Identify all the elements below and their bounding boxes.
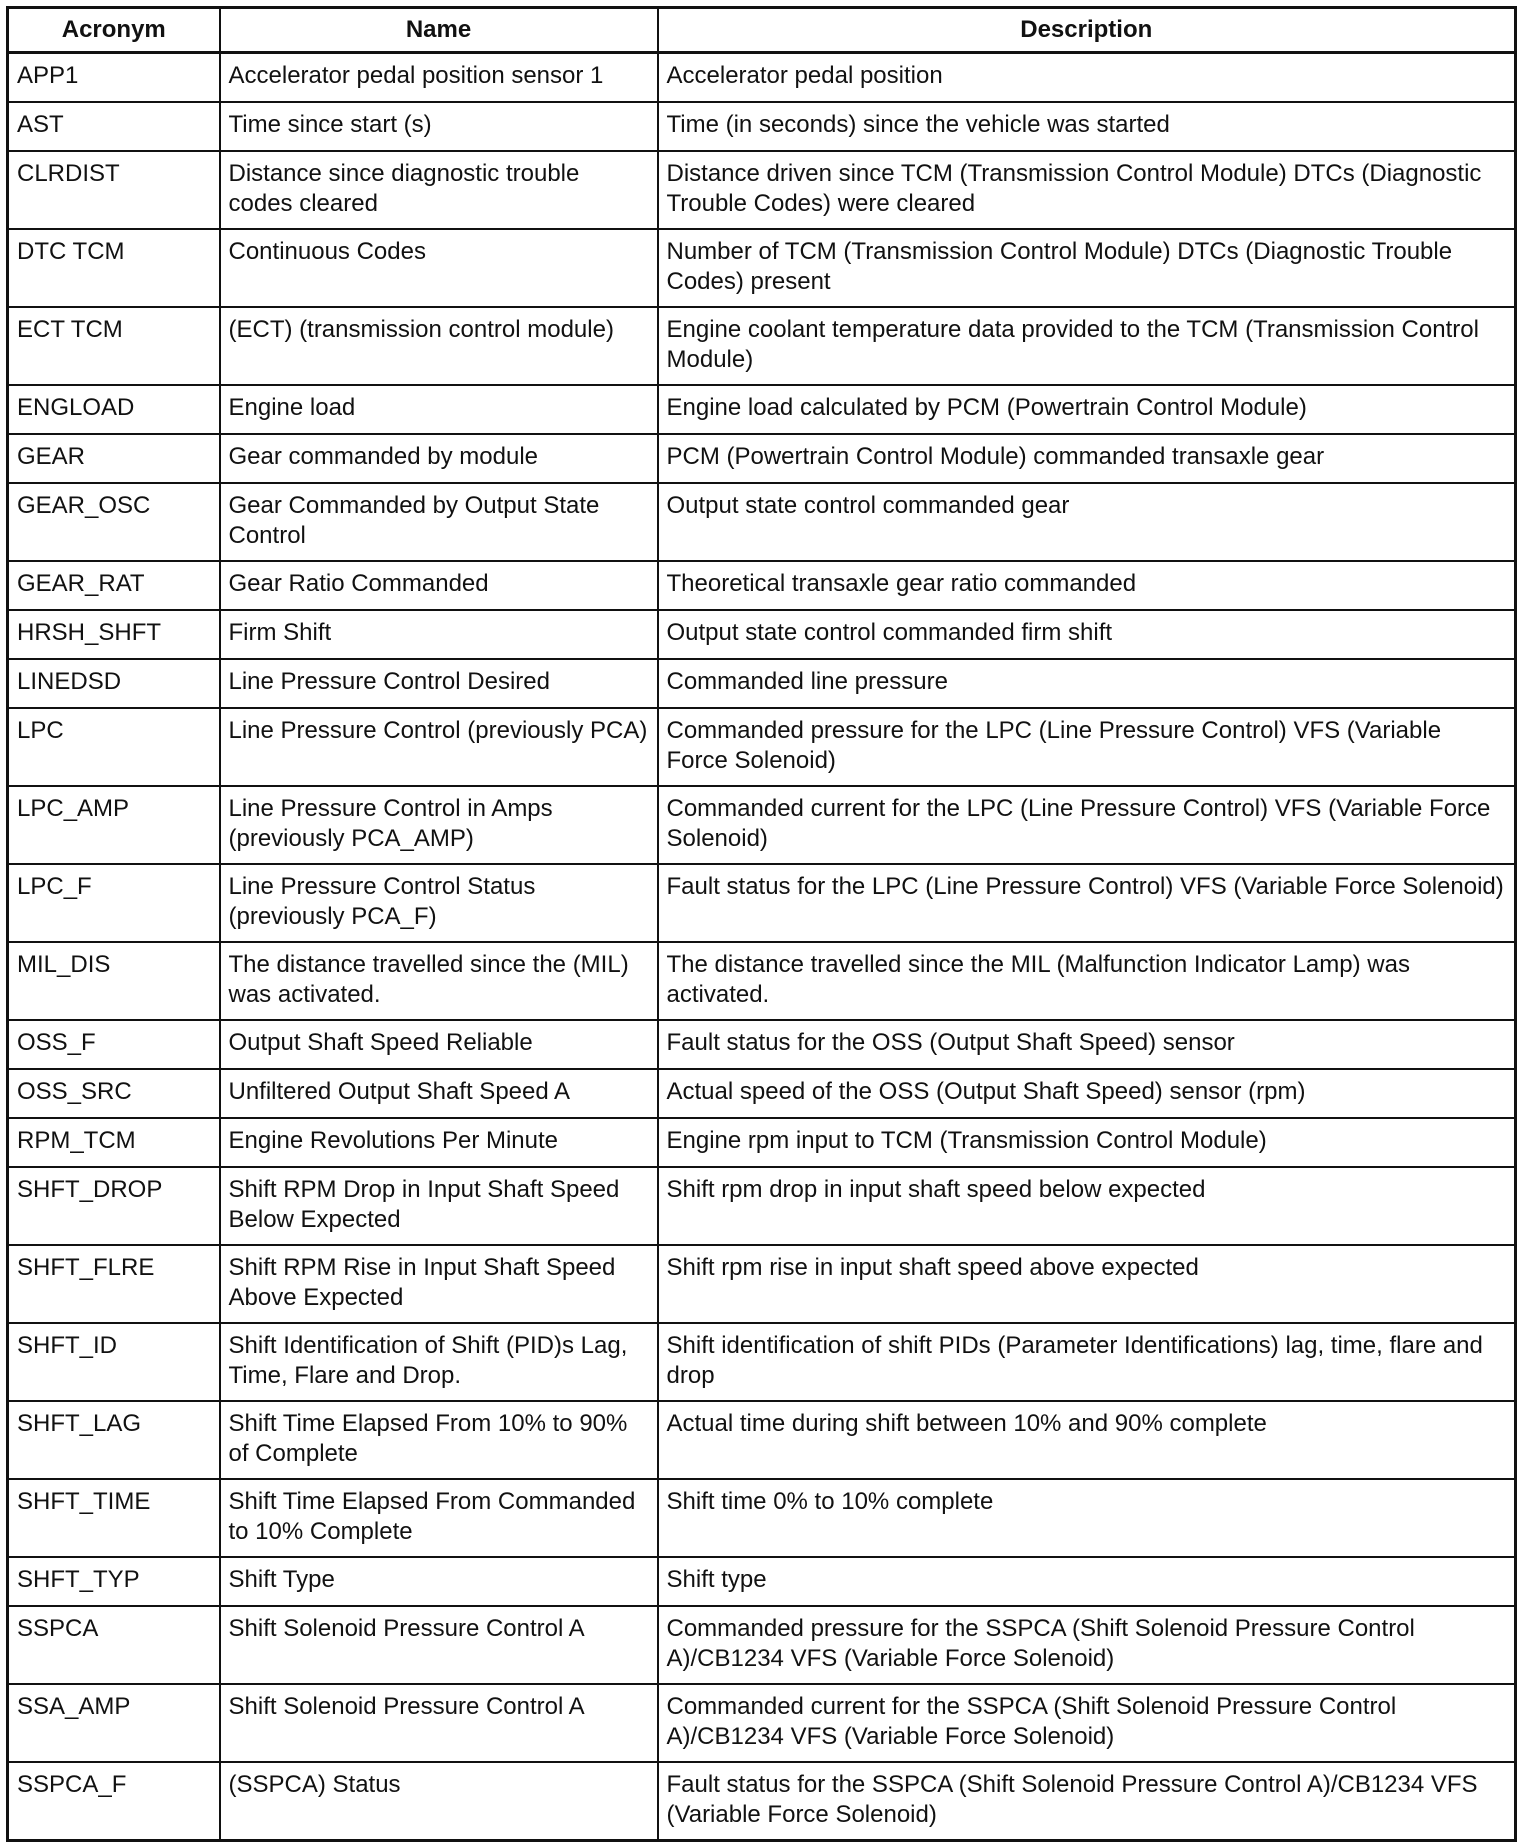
cell-name: Continuous Codes — [220, 229, 658, 307]
table-row — [8, 786, 1516, 864]
cell-acronym: GEAR — [8, 434, 220, 483]
cell-name: Shift RPM Drop in Input Shaft Speed Below Expected — [220, 1167, 658, 1245]
cell-name: (ECT) (transmission control module) — [220, 307, 658, 385]
table-row — [8, 942, 1516, 1020]
table-row — [8, 1557, 1516, 1606]
table-row — [8, 434, 1516, 483]
cell-acronym: CLRDIST — [8, 151, 220, 229]
cell-name: Shift Time Elapsed From Commanded to 10% Complete — [220, 1479, 658, 1557]
cell-acronym: SHFT_TYP — [8, 1557, 220, 1606]
table-row — [8, 385, 1516, 434]
cell-description: Shift rpm drop in input shaft speed below expected — [658, 1167, 1516, 1245]
cell-acronym: GEAR_OSC — [8, 483, 220, 561]
cell-description: Actual time during shift between 10% and 90% complete — [658, 1401, 1516, 1479]
cell-description: Commanded pressure for the SSPCA (Shift Solenoid Pressure Control A)/CB1234 VFS (Variable Force Solenoid) — [658, 1606, 1516, 1684]
header-name: Name — [220, 8, 658, 53]
table-row — [8, 610, 1516, 659]
cell-name: The distance travelled since the (MIL) was activated. — [220, 942, 658, 1020]
cell-name: Shift Time Elapsed From 10% to 90% of Complete — [220, 1401, 658, 1479]
pid-table — [6, 6, 1517, 1842]
cell-name: Gear Commanded by Output State Control — [220, 483, 658, 561]
cell-name: Line Pressure Control in Amps (previously PCA_AMP) — [220, 786, 658, 864]
cell-name: Engine Revolutions Per Minute — [220, 1118, 658, 1167]
cell-acronym: SHFT_ID — [8, 1323, 220, 1401]
table-row — [8, 708, 1516, 786]
table-row — [8, 1323, 1516, 1401]
cell-acronym: ENGLOAD — [8, 385, 220, 434]
cell-acronym: SSA_AMP — [8, 1684, 220, 1762]
cell-description: Fault status for the OSS (Output Shaft Speed) sensor — [658, 1020, 1516, 1069]
table-row — [8, 1245, 1516, 1323]
table-row — [8, 483, 1516, 561]
cell-acronym: LINEDSD — [8, 659, 220, 708]
table-row — [8, 151, 1516, 229]
cell-name: Line Pressure Control Status (previously PCA_F) — [220, 864, 658, 942]
cell-description: Actual speed of the OSS (Output Shaft Speed) sensor (rpm) — [658, 1069, 1516, 1118]
cell-description: Commanded current for the SSPCA (Shift Solenoid Pressure Control A)/CB1234 VFS (Variable Force Solenoid) — [658, 1684, 1516, 1762]
cell-description: The distance travelled since the MIL (Malfunction Indicator Lamp) was activated. — [658, 942, 1516, 1020]
cell-name: Line Pressure Control Desired — [220, 659, 658, 708]
cell-description: Commanded pressure for the LPC (Line Pressure Control) VFS (Variable Force Solenoid) — [658, 708, 1516, 786]
cell-name: Gear commanded by module — [220, 434, 658, 483]
table-row — [8, 1684, 1516, 1762]
cell-acronym: AST — [8, 102, 220, 151]
table-row — [8, 1401, 1516, 1479]
cell-name: Distance since diagnostic trouble codes cleared — [220, 151, 658, 229]
table-row — [8, 53, 1516, 103]
cell-acronym: LPC_F — [8, 864, 220, 942]
cell-acronym: APP1 — [8, 53, 220, 103]
cell-name: Shift Identification of Shift (PID)s Lag, Time, Flare and Drop. — [220, 1323, 658, 1401]
cell-name: Shift Solenoid Pressure Control A — [220, 1684, 658, 1762]
cell-acronym: GEAR_RAT — [8, 561, 220, 610]
table-row — [8, 102, 1516, 151]
cell-name: Shift Solenoid Pressure Control A — [220, 1606, 658, 1684]
cell-name: Output Shaft Speed Reliable — [220, 1020, 658, 1069]
cell-name: Shift Type — [220, 1557, 658, 1606]
cell-description: Shift type — [658, 1557, 1516, 1606]
cell-acronym: MIL_DIS — [8, 942, 220, 1020]
cell-name: Firm Shift — [220, 610, 658, 659]
table-row — [8, 1606, 1516, 1684]
cell-acronym: SHFT_TIME — [8, 1479, 220, 1557]
cell-acronym: OSS_SRC — [8, 1069, 220, 1118]
cell-name: (SSPCA) Status — [220, 1762, 658, 1841]
header-acronym: Acronym — [8, 8, 220, 53]
cell-description: Fault status for the LPC (Line Pressure Control) VFS (Variable Force Solenoid) — [658, 864, 1516, 942]
cell-description: Accelerator pedal position — [658, 53, 1516, 103]
table-row — [8, 229, 1516, 307]
cell-acronym: SHFT_FLRE — [8, 1245, 220, 1323]
cell-acronym: SSPCA — [8, 1606, 220, 1684]
table-row — [8, 307, 1516, 385]
cell-description: Commanded line pressure — [658, 659, 1516, 708]
cell-description: Engine rpm input to TCM (Transmission Control Module) — [658, 1118, 1516, 1167]
cell-acronym: RPM_TCM — [8, 1118, 220, 1167]
cell-name: Line Pressure Control (previously PCA) — [220, 708, 658, 786]
cell-description: Output state control commanded gear — [658, 483, 1516, 561]
table-body — [8, 53, 1516, 1841]
document-page — [6, 6, 1514, 1842]
table-row — [8, 561, 1516, 610]
cell-description: Time (in seconds) since the vehicle was started — [658, 102, 1516, 151]
cell-acronym: OSS_F — [8, 1020, 220, 1069]
header-row — [8, 8, 1516, 53]
cell-description: Number of TCM (Transmission Control Module) DTCs (Diagnostic Trouble Codes) present — [658, 229, 1516, 307]
table-row — [8, 1167, 1516, 1245]
table-row — [8, 1762, 1516, 1841]
cell-acronym: LPC_AMP — [8, 786, 220, 864]
cell-name: Shift RPM Rise in Input Shaft Speed Above Expected — [220, 1245, 658, 1323]
cell-description: Fault status for the SSPCA (Shift Solenoid Pressure Control A)/CB1234 VFS (Variable Force Solenoid) — [658, 1762, 1516, 1841]
cell-description: Distance driven since TCM (Transmission Control Module) DTCs (Diagnostic Trouble Codes) were cleared — [658, 151, 1516, 229]
cell-description: PCM (Powertrain Control Module) commanded transaxle gear — [658, 434, 1516, 483]
cell-description: Theoretical transaxle gear ratio commanded — [658, 561, 1516, 610]
cell-name: Unfiltered Output Shaft Speed A — [220, 1069, 658, 1118]
cell-description: Commanded current for the LPC (Line Pressure Control) VFS (Variable Force Solenoid) — [658, 786, 1516, 864]
cell-description: Engine coolant temperature data provided to the TCM (Transmission Control Module) — [658, 307, 1516, 385]
cell-acronym: SSPCA_F — [8, 1762, 220, 1841]
cell-description: Shift identification of shift PIDs (Parameter Identifications) lag, time, flare and drop — [658, 1323, 1516, 1401]
cell-description: Engine load calculated by PCM (Powertrain Control Module) — [658, 385, 1516, 434]
cell-acronym: SHFT_LAG — [8, 1401, 220, 1479]
cell-acronym: ECT TCM — [8, 307, 220, 385]
cell-description: Output state control commanded firm shift — [658, 610, 1516, 659]
cell-name: Gear Ratio Commanded — [220, 561, 658, 610]
cell-name: Time since start (s) — [220, 102, 658, 151]
cell-description: Shift time 0% to 10% complete — [658, 1479, 1516, 1557]
table-row — [8, 1020, 1516, 1069]
table-row — [8, 864, 1516, 942]
table-row — [8, 1479, 1516, 1557]
table-row — [8, 659, 1516, 708]
cell-name: Accelerator pedal position sensor 1 — [220, 53, 658, 103]
cell-name: Engine load — [220, 385, 658, 434]
cell-description: Shift rpm rise in input shaft speed above expected — [658, 1245, 1516, 1323]
cell-acronym: DTC TCM — [8, 229, 220, 307]
table-row — [8, 1118, 1516, 1167]
table-header — [8, 8, 1516, 53]
cell-acronym: LPC — [8, 708, 220, 786]
header-description: Description — [658, 8, 1516, 53]
table-row — [8, 1069, 1516, 1118]
cell-acronym: SHFT_DROP — [8, 1167, 220, 1245]
cell-acronym: HRSH_SHFT — [8, 610, 220, 659]
